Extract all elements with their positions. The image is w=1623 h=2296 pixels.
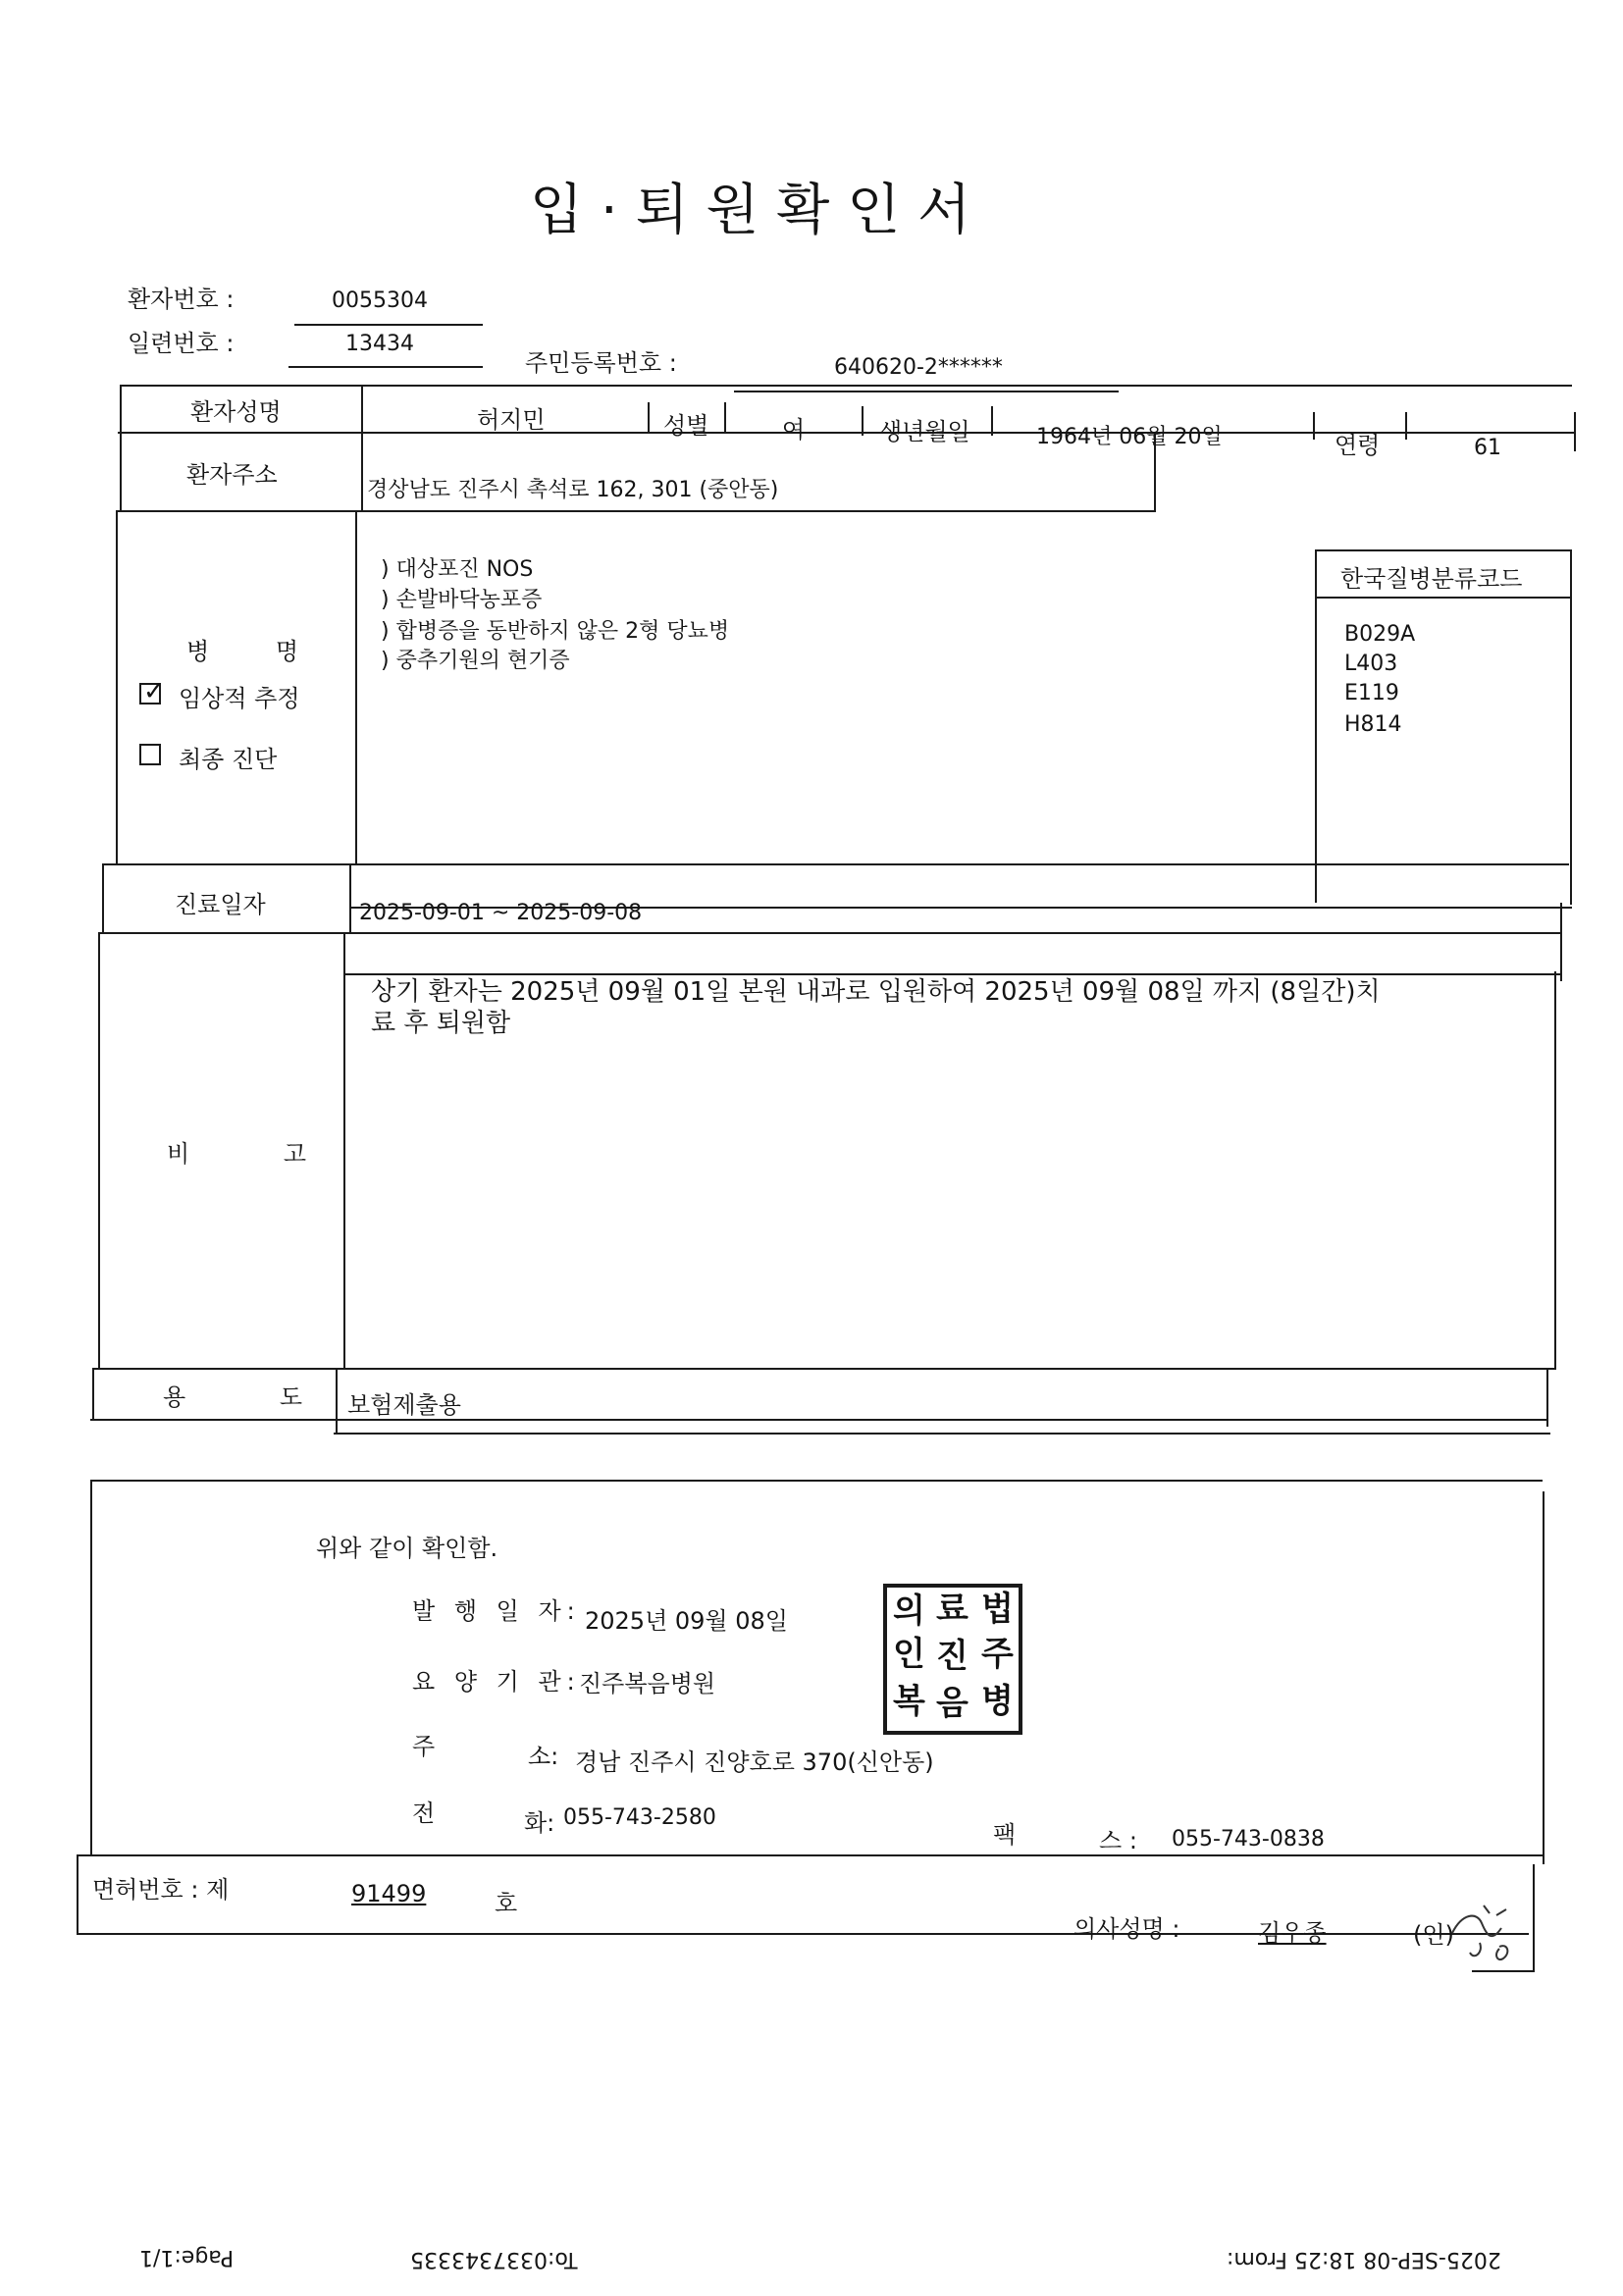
table-row-line — [102, 863, 1569, 865]
doctor-name-label: 의사성명 : — [1073, 1915, 1180, 1943]
confirm-statement: 위와 같이 확인함. — [316, 1535, 498, 1562]
institution-value: 진주복음병원 — [579, 1670, 716, 1697]
treatment-period-label: 진료일자 — [175, 891, 266, 918]
fax-label-1: 팩 — [993, 1821, 1017, 1849]
remarks-line-2: 료 후 퇴원함 — [371, 1009, 511, 1038]
address-label-1: 주 — [412, 1733, 436, 1760]
hospital-address-value: 경남 진주시 진양호로 370(신안동) — [575, 1748, 934, 1776]
table-top-line — [120, 385, 1572, 387]
check-mark-icon: ✓ — [143, 677, 165, 706]
table-left-border — [120, 385, 122, 512]
patient-no-underline — [294, 324, 483, 326]
seal-char: 병 — [981, 1682, 1014, 1721]
table-right-border — [1574, 412, 1576, 451]
age-cell-line — [1405, 412, 1407, 440]
table-right-border — [1554, 971, 1556, 1368]
confirm-box-right — [1543, 1491, 1544, 1864]
diagnosis-item: ) 손발바닥농포증 — [381, 588, 543, 612]
table-row-line — [94, 1368, 1556, 1370]
fax-label-2: 스 : — [1099, 1827, 1137, 1854]
sex-value: 여 — [782, 416, 806, 444]
diagnosis-item: ) 대상포진 NOS — [381, 557, 534, 582]
document-title: 입 · 퇴 원 확 인 서 — [530, 179, 971, 242]
sex-cell-line — [648, 402, 650, 434]
remarks-line-1: 상기 환자는 2025년 09월 01일 본원 내과로 입원하여 2025년 09월 08일 까지 (8일간)치 — [371, 977, 1381, 1007]
doctor-name-value: 김우종 — [1258, 1919, 1327, 1947]
table-right-border — [1560, 903, 1562, 981]
age-value: 61 — [1474, 436, 1501, 460]
institution-label: 요 양 기 관: — [412, 1668, 581, 1696]
purpose-label: 용 도 — [163, 1383, 345, 1411]
final-checkbox[interactable] — [139, 744, 161, 765]
footer-box-right — [1533, 1864, 1535, 1972]
treatment-period-value: 2025-09-01 ~ 2025-09-08 — [359, 901, 643, 925]
patient-name-value: 허지민 — [477, 406, 546, 434]
birth-cell-line — [991, 406, 993, 436]
table-bottom-line — [334, 1433, 1550, 1435]
seal-char: 의 — [893, 1592, 925, 1631]
birth-label: 생년월일 — [879, 418, 970, 445]
fax-page: Page:1/1 — [139, 2245, 235, 2270]
confirm-box-divider — [77, 1854, 1544, 1856]
hospital-seal-stamp — [883, 1584, 1022, 1735]
sex-label: 성별 — [663, 412, 709, 440]
issue-date-label: 발 행 일 자: — [412, 1597, 581, 1625]
seal-char: 인 — [893, 1635, 925, 1674]
remarks-label: 비 고 — [167, 1140, 349, 1168]
patient-info-table — [93, 385, 1577, 1410]
resident-no-label: 주민등록번호 : — [525, 349, 677, 377]
diagnosis-item: ) 합병증을 동반하지 않은 2형 당뇨병 — [381, 619, 730, 644]
table-left-border — [102, 863, 104, 934]
table-right-border — [1546, 1368, 1548, 1427]
fax-value: 055-743-0838 — [1172, 1827, 1325, 1852]
seal-char: 료 — [936, 1590, 969, 1629]
serial-no-underline — [288, 366, 483, 368]
age-label: 연령 — [1335, 432, 1381, 459]
seal-char: 음 — [936, 1684, 969, 1723]
kcd-code: H814 — [1344, 712, 1402, 737]
table-row-line — [1315, 597, 1572, 599]
final-label: 최종 진단 — [179, 746, 278, 773]
table-right-border — [1570, 549, 1572, 905]
birth-value: 1964년 06월 20일 — [1036, 425, 1223, 449]
kcd-label: 한국질병분류코드 — [1340, 565, 1523, 593]
license-suffix: 호 — [495, 1890, 518, 1917]
table-left-border — [92, 1368, 94, 1421]
label-column-line — [349, 863, 351, 934]
address-label: 환자주소 — [186, 461, 278, 489]
patient-no-value: 0055304 — [332, 288, 428, 313]
serial-no-label: 일련번호 : — [128, 330, 235, 357]
seal-char: 진 — [936, 1637, 969, 1676]
label-column-line — [355, 510, 357, 865]
confirm-box-top — [90, 1480, 1543, 1482]
table-bottom-line — [90, 1419, 1548, 1421]
license-label: 면허번호 : 제 — [92, 1876, 230, 1904]
age-cell-line — [1313, 412, 1315, 440]
kcd-code: E119 — [1344, 681, 1399, 705]
patient-no-label: 환자번호 : — [128, 286, 235, 313]
kcd-code: L403 — [1344, 652, 1398, 676]
fax-to-number: To:0337343335 — [410, 2247, 578, 2271]
doctor-seal-mark: (인) — [1413, 1921, 1454, 1949]
table-left-border — [116, 510, 118, 865]
serial-no-value: 13434 — [345, 332, 414, 356]
seal-char: 주 — [981, 1635, 1014, 1674]
issue-date-value: 2025년 09월 08일 — [585, 1607, 788, 1635]
kcd-column-line — [1315, 549, 1317, 903]
seal-char: 복 — [893, 1682, 925, 1721]
table-row-line — [1315, 549, 1572, 551]
confirm-box-left — [90, 1480, 92, 1854]
address-label-2: 소: — [528, 1743, 559, 1770]
resident-no-value: 640620-2****** — [834, 355, 1003, 380]
table-left-border — [98, 932, 100, 1370]
license-number: 91499 — [351, 1880, 427, 1907]
diagnosis-item: ) 중추기원의 현기증 — [381, 649, 570, 673]
clinical-label: 임상적 추정 — [179, 685, 300, 712]
purpose-value: 보험제출용 — [347, 1391, 461, 1419]
phone-label-2: 화: — [524, 1809, 555, 1837]
phone-label-1: 전 — [412, 1800, 436, 1827]
phone-value: 055-743-2580 — [563, 1805, 716, 1830]
sex-cell-line — [724, 402, 726, 434]
seal-char: 법 — [981, 1590, 1014, 1629]
address-value: 경상남도 진주시 촉석로 162, 301 (중안동) — [367, 478, 779, 502]
label-column-line — [361, 385, 363, 512]
diagnosis-label: 병 명 — [186, 638, 328, 665]
table-row-line — [116, 510, 1154, 512]
kcd-code: B029A — [1344, 622, 1416, 647]
footer-box-left — [77, 1854, 79, 1933]
fax-datetime: 2025-SEP-08 18:25 From: — [1227, 2247, 1501, 2271]
table-row-line — [98, 932, 1560, 934]
doctor-signature — [1423, 1894, 1531, 1972]
birth-cell-line — [862, 406, 864, 436]
clinical-checkbox[interactable] — [139, 677, 165, 706]
patient-name-label: 환자성명 — [190, 398, 282, 426]
